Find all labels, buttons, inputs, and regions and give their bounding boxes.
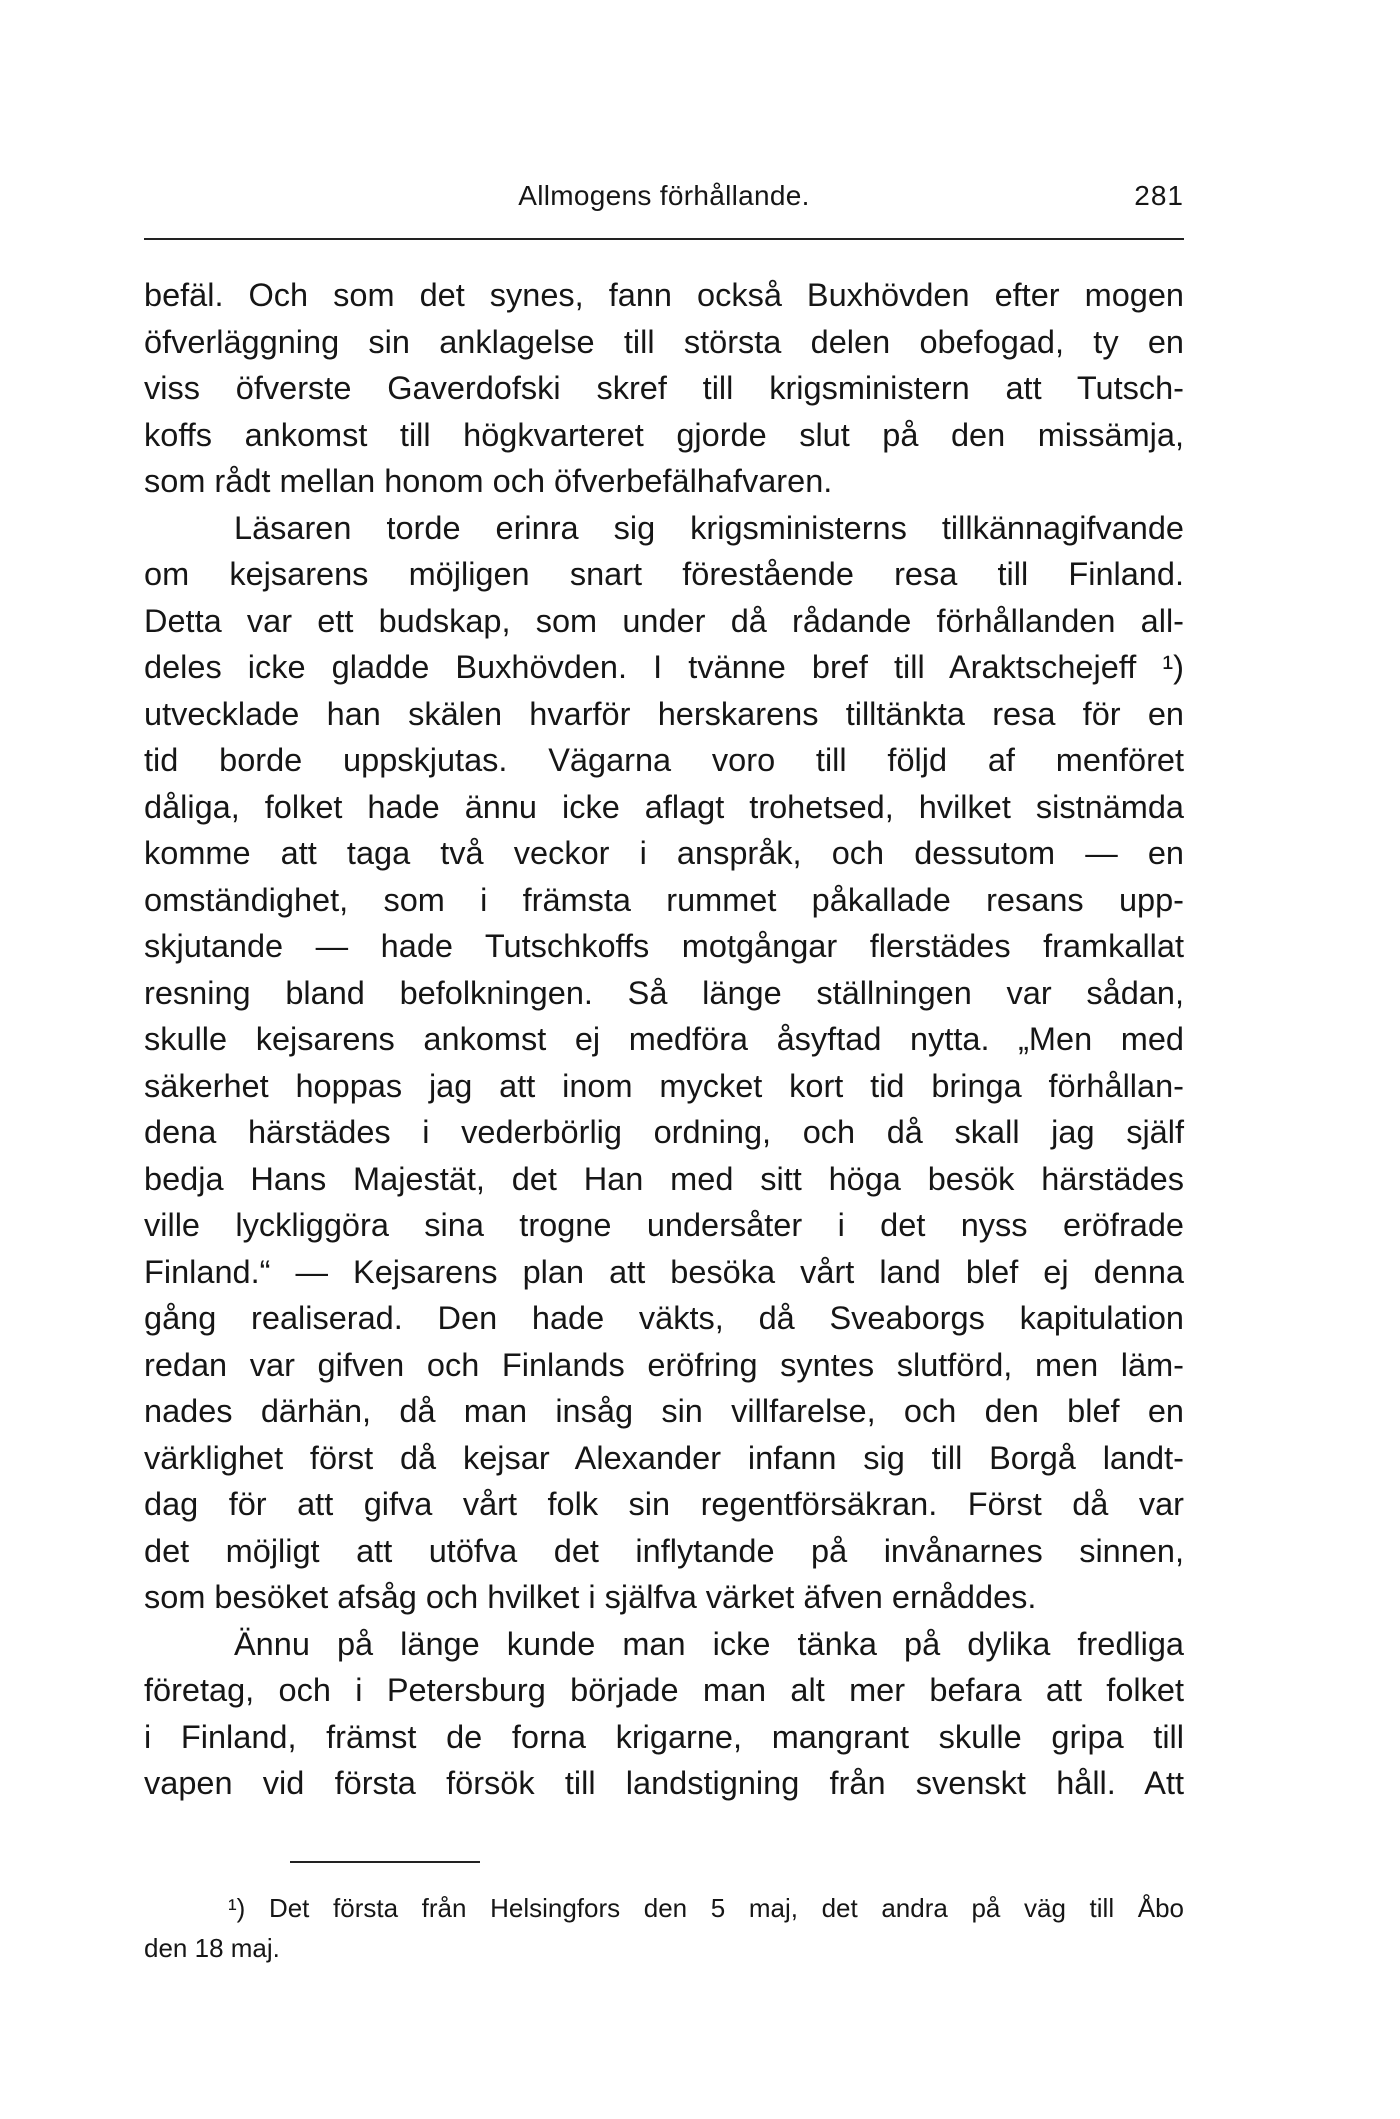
text-line: omständighet, som i främsta rummet påkallade resans upp- bbox=[144, 881, 1184, 918]
text-line: vapen vid första försök till landstigning från svenskt håll. Att bbox=[144, 1765, 1184, 1801]
text-line: befäl. Och som det synes, fann också Buxhövden efter mogen bbox=[144, 277, 1184, 313]
text-line: redan var gifven och Finlands eröfring syntes slutförd, men läm- bbox=[144, 1346, 1184, 1383]
text-line: dåliga, folket hade ännu icke aflagt trohetsed, hvilket sistnämda bbox=[144, 788, 1184, 825]
text-line: gång realiserad. Den hade väkts, då Sveaborgs kapitulation bbox=[144, 1300, 1184, 1336]
running-title: Allmogens förhållande. bbox=[518, 180, 810, 211]
footnote-rule bbox=[290, 1861, 480, 1863]
footnote-line: ¹) Det första från Helsingfors den 5 maj, det andra på väg till Åbo bbox=[228, 1893, 1184, 1923]
text-line: skjutande — hade Tutschkoffs motgångar flerstädes framkallat bbox=[144, 928, 1184, 964]
text-line: öfverläggning sin anklagelse till största delen obefogad, ty en bbox=[144, 323, 1184, 360]
text-line: koffs ankomst till högkvarteret gjorde slut på den missämja, bbox=[144, 416, 1184, 453]
paragraph-first-line: Ännu på länge kunde man icke tänka på dylika fredliga bbox=[234, 1625, 1184, 1662]
text-line: som rådt mellan honom och öfverbefälhafvaren. bbox=[144, 463, 833, 499]
text-line: komme att taga två veckor i anspråk, och dessutom — en bbox=[144, 835, 1184, 871]
text-line: viss öfverste Gaverdofski skref till krigsministern att Tutsch- bbox=[144, 370, 1184, 406]
footnote-line: den 18 maj. bbox=[144, 1933, 280, 1963]
text-line: Detta var ett budskap, som under då rådande förhållanden all- bbox=[144, 602, 1184, 639]
text-line: om kejsarens möjligen snart förestående resa till Finland. bbox=[144, 556, 1184, 592]
text-line: tid borde uppskjutas. Vägarna voro till följd af menföret bbox=[144, 742, 1184, 778]
text-line: Finland.“ — Kejsarens plan att besöka vårt land blef ej denna bbox=[144, 1253, 1184, 1290]
text-line: dena härstädes i vederbörlig ordning, och då skall jag själf bbox=[144, 1114, 1184, 1150]
paragraph-first-line: Läsaren torde erinra sig krigsministerns tillkännagifvande bbox=[234, 509, 1184, 546]
header-rule bbox=[144, 238, 1184, 240]
text-line: säkerhet hoppas jag att inom mycket kort tid bringa förhållan- bbox=[144, 1067, 1184, 1104]
body-text bbox=[144, 272, 1184, 1807]
text-line: dag för att gifva vårt folk sin regentförsäkran. Först då var bbox=[144, 1486, 1184, 1522]
text-line: ville lyckliggöra sina trogne undersåter i det nyss eröfrade bbox=[144, 1207, 1184, 1243]
footnote bbox=[144, 1888, 1184, 1968]
text-line: i Finland, främst de forna krigarne, mangrant skulle gripa till bbox=[144, 1718, 1184, 1755]
text-line: nades därhän, då man insåg sin villfarelse, och den blef en bbox=[144, 1393, 1184, 1429]
text-line: bedja Hans Majestät, det Han med sitt höga besök härstädes bbox=[144, 1160, 1184, 1197]
page-number: 281 bbox=[1134, 180, 1184, 211]
text-line: utvecklade han skälen hvarför herskarens tilltänkta resa för en bbox=[144, 695, 1184, 732]
text-line: som besöket afsåg och hvilket i själfva värket äfven ernåddes. bbox=[144, 1579, 1037, 1615]
text-line: skulle kejsarens ankomst ej medföra åsyftad nytta. „Men med bbox=[144, 1021, 1184, 1057]
text-line: deles icke gladde Buxhövden. I tvänne bref till Araktschejeff ¹) bbox=[144, 649, 1184, 685]
page-header bbox=[144, 180, 1184, 220]
text-line: företag, och i Petersburg började man alt mer befara att folket bbox=[144, 1672, 1184, 1708]
text-line: värklighet först då kejsar Alexander infann sig till Borgå landt- bbox=[144, 1439, 1184, 1476]
text-line: det möjligt att utöfva det inflytande på invånarnes sinnen, bbox=[144, 1532, 1184, 1569]
text-line: resning bland befolkningen. Så länge ställningen var sådan, bbox=[144, 974, 1184, 1011]
